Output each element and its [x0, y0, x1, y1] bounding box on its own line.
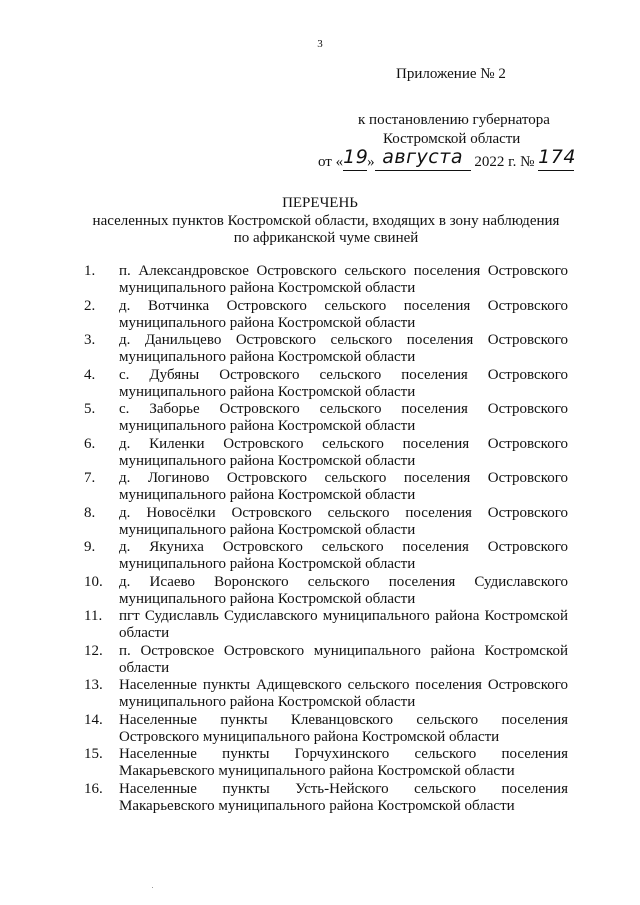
handwritten-day: 19 — [343, 146, 369, 168]
decree-reference — [318, 111, 576, 175]
list-item-number: 3. — [84, 332, 96, 348]
list-item-text: с. Заборье Островского сельского поселения Островского муниципального района Костромской области — [119, 401, 568, 434]
list-item — [84, 332, 568, 366]
document-title: ПЕРЕЧЕНЬ — [282, 195, 358, 211]
list-item-text: д. Якуниха Островского сельского поселения Островского муниципального района Костромской области — [119, 539, 568, 572]
list-item-number: 12. — [84, 642, 103, 659]
settlement-list — [84, 263, 568, 815]
list-item — [84, 505, 568, 539]
decree-line-2: Костромской области — [383, 131, 521, 147]
list-item — [84, 539, 568, 573]
list-item — [84, 401, 568, 435]
date-day-field — [343, 146, 369, 171]
list-item-text: д. Данильцево Островского сельского поселения Островского муниципального района Костромской области — [119, 332, 568, 365]
list-item-text: Населенные пункты Клеванцовского сельского поселения Островского муниципального района Костромской области — [119, 711, 568, 745]
list-item-number: 15. — [84, 746, 103, 762]
list-item-number: 10. — [84, 573, 103, 590]
list-item — [84, 436, 568, 470]
list-item — [84, 367, 568, 401]
list-item — [84, 712, 568, 746]
list-item — [84, 574, 568, 608]
list-item-text: пгт Судиславль Судиславского муниципального района Костромской области — [119, 608, 568, 641]
list-item — [84, 746, 568, 780]
list-item-text: Населенные пункты Горчухинского сельского поселения Макарьевского муниципального района Костромской области — [119, 746, 568, 779]
document-subtitle: населенных пунктов Костромской области, входящих в зону наблюдения по африканской чуме свиней — [92, 213, 560, 246]
list-item-text: д. Киленки Островского сельского поселения Островского муниципального района Костромской области — [119, 435, 568, 469]
list-item-number: 7. — [84, 470, 96, 486]
list-item-number: 14. — [84, 711, 103, 728]
list-item-number: 9. — [84, 539, 96, 555]
list-item-number: 4. — [84, 366, 96, 383]
list-item — [84, 781, 568, 815]
list-item-text: Населенные пункты Усть-Нейского сельского поселения Макарьевского муниципального района Костромской области — [119, 780, 568, 814]
list-item-text: д. Исаево Воронского сельского поселения Судиславского муниципального района Костромской области — [119, 573, 568, 607]
date-year: 2022 г. № — [474, 154, 535, 170]
list-item-text: п. Александровское Островского сельского поселения Островского муниципального района Костромской области — [119, 263, 568, 296]
date-mid: » — [367, 154, 375, 170]
list-item-number: 1. — [84, 263, 96, 279]
decree-date-line — [318, 146, 576, 175]
list-item-text: п. Островское Островского муниципального района Костромской области — [119, 642, 568, 676]
list-item-number: 6. — [84, 435, 96, 452]
scan-artifact — [152, 887, 153, 888]
date-prefix: от « — [318, 154, 344, 170]
list-item-text: Населенные пункты Адищевского сельского поселения Островского муниципального района Костромской области — [119, 677, 568, 710]
appendix-label: Приложение № 2 — [396, 66, 506, 82]
list-item-text: д. Новосёлки Островского сельского поселения Островского муниципального района Костромской области — [119, 504, 568, 538]
list-item — [84, 608, 568, 642]
list-item-text: с. Дубяны Островского сельского поселения Островского муниципального района Костромской области — [119, 366, 568, 400]
date-month-field — [375, 146, 471, 171]
handwritten-month: августа — [382, 146, 463, 168]
list-item-number: 5. — [84, 401, 96, 417]
list-item-number: 13. — [84, 677, 103, 693]
list-item — [84, 470, 568, 504]
list-item-text: д. Вотчинка Островского сельского поселения Островского муниципального района Костромской области — [119, 297, 568, 331]
list-item-number: 16. — [84, 780, 103, 797]
list-item-text: д. Логиново Островского сельского поселения Островского муниципального района Костромской области — [119, 470, 568, 503]
list-item-number: 2. — [84, 297, 96, 314]
decree-number-field — [538, 146, 576, 171]
list-item-number: 11. — [84, 608, 103, 624]
page-number: 3 — [317, 38, 323, 50]
list-item — [84, 643, 568, 677]
list-item — [84, 677, 568, 711]
list-item-number: 8. — [84, 504, 96, 521]
decree-line-1: к постановлению губернатора — [358, 112, 550, 128]
list-item — [84, 263, 568, 297]
list-item — [84, 298, 568, 332]
handwritten-number: 174 — [538, 146, 576, 168]
